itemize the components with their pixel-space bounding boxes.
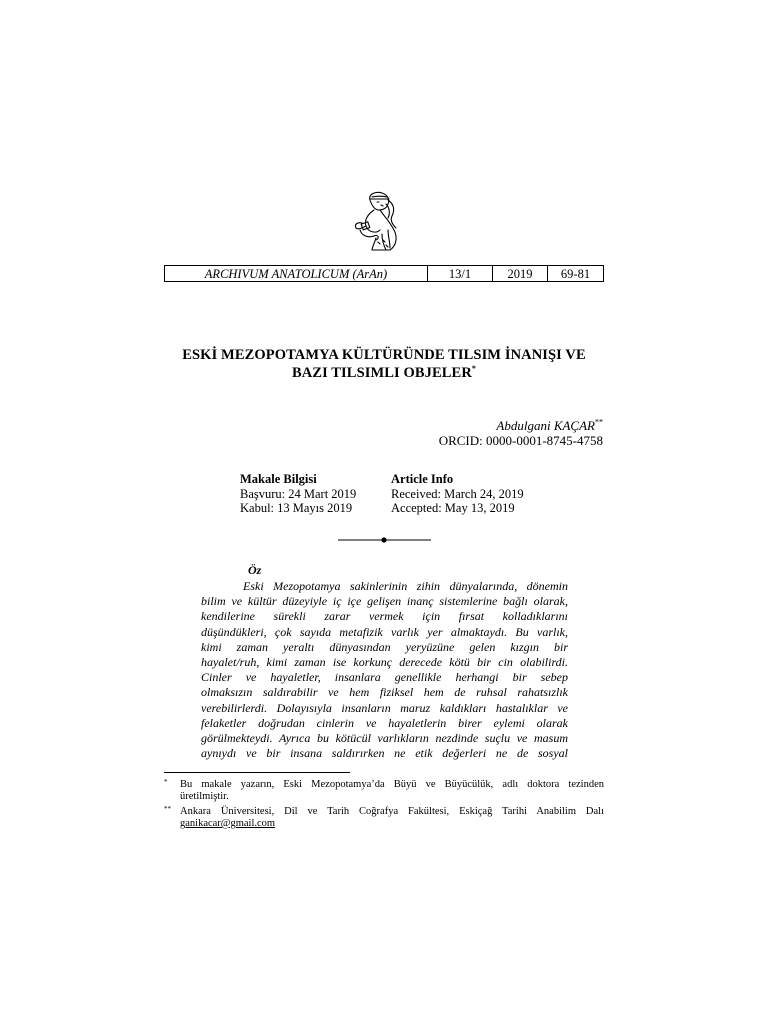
footnote-2 xyxy=(164,806,604,830)
author-line xyxy=(439,418,603,433)
abstract-line: olmaksızın saldırabilir ve hem fiziksel hem de ruhsal rahatsızlık xyxy=(201,685,568,700)
abstract-line: hayalet/ruh, kimi zaman ise korkunç derecede kötü bir cin olabilirdi. xyxy=(201,655,568,670)
footnote-2-line: Ankara Üniversitesi, Dil ve Tarih Coğrafya Fakültesi, Eskiçağ Tarihi Anabilim Dalı xyxy=(180,806,604,817)
article-info-tr xyxy=(240,472,356,516)
author-footnote-mark: ** xyxy=(595,417,603,427)
abstract-line: kendilerine sürekli zarar vermek için fırsat kolladıklarını xyxy=(201,609,568,624)
article-info-en xyxy=(391,472,524,516)
journal-volume: 13/1 xyxy=(427,266,492,281)
article-info-tr-accepted: Kabul: 13 Mayıs 2019 xyxy=(240,501,353,515)
abstract-line: verebilirlerdi. Dolayısıyla insanların maruz kaldıkları hastalıklar ve xyxy=(201,700,568,715)
abstract-line: Eski Mezopotamya sakinlerinin zihin dünyalarında, dönemin xyxy=(243,579,568,593)
title-line-2-text: BAZI TILSIMLI OBJELER xyxy=(291,365,472,381)
footnote-1-line: üretilmiştir. xyxy=(180,791,229,802)
abstract-line: kimi zaman yeraltı dünyasından yeryüzüne gelen kızgın bir xyxy=(201,639,568,654)
title-line-1: ESKİ MEZOPOTAMYA KÜLTÜRÜNDE TILSIM İNANIŞI VE xyxy=(182,347,586,363)
journal-year: 2019 xyxy=(492,266,547,281)
section-divider xyxy=(338,536,431,544)
footnote-2-mark: ** xyxy=(164,805,171,813)
footnote-1-text xyxy=(164,779,604,803)
footnote-1-mark: * xyxy=(164,778,168,786)
abstract-line: aynıydı ve bir insana saldırırken ne etik değerleri ne de sosyal xyxy=(201,746,568,761)
abstract-line: düşündükleri, çok sayıda metafizik varlık yer almaktaydı. Bu varlık, xyxy=(201,624,568,639)
footnote-rule xyxy=(164,772,350,773)
footnote-2-text xyxy=(164,806,604,830)
author-block xyxy=(439,418,603,448)
article-info-tr-received: Başvuru: 24 Mart 2019 xyxy=(240,486,357,501)
article-title xyxy=(140,346,628,382)
abstract-line: bilim ve kültür düzeyiyle iç içe gelişen inanç sistemlerine bağlı olarak, xyxy=(201,594,568,609)
title-footnote-mark: * xyxy=(471,364,477,374)
footnote-1-line: Bu makale yazarın, Eski Mezopotamya’da Büyü ve Büyücülük, adlı doktora tezinden xyxy=(180,779,604,790)
journal-logo xyxy=(350,190,406,254)
journal-pages: 69-81 xyxy=(547,266,603,281)
abstract-heading: Öz xyxy=(248,563,262,577)
footnote-1 xyxy=(164,779,604,803)
author-orcid: ORCID: 0000-0001-8745-4758 xyxy=(438,433,603,448)
article-info-en-heading: Article Info xyxy=(391,472,454,486)
footnote-2-email-line xyxy=(180,818,604,830)
journal-name: ARCHIVUM ANATOLICUM (ArAn) xyxy=(204,267,388,281)
article-info-en-received: Received: March 24, 2019 xyxy=(391,486,524,501)
author-email-link[interactable]: ganikacar@gmail.com xyxy=(180,818,276,829)
abstract-line: felaketler doğrudan cinlerin ve hayaletlerin birer eylemi olarak xyxy=(201,715,568,730)
abstract-line: Cinler ve hayaletler, insanlara genellikle herhangi bir sebep xyxy=(201,670,568,685)
author-name: Abdulgani KAÇAR xyxy=(496,418,595,433)
abstract-body xyxy=(201,579,568,761)
journal-header-table xyxy=(164,265,604,282)
article-info-en-accepted: Accepted: May 13, 2019 xyxy=(391,501,515,515)
abstract-line: görülmekteydi. Ayrıca bu kötücül varlıkların nezdinde suçlu ve masum xyxy=(201,731,568,746)
title-line-2 xyxy=(140,364,628,382)
article-info-tr-heading: Makale Bilgisi xyxy=(240,472,317,486)
